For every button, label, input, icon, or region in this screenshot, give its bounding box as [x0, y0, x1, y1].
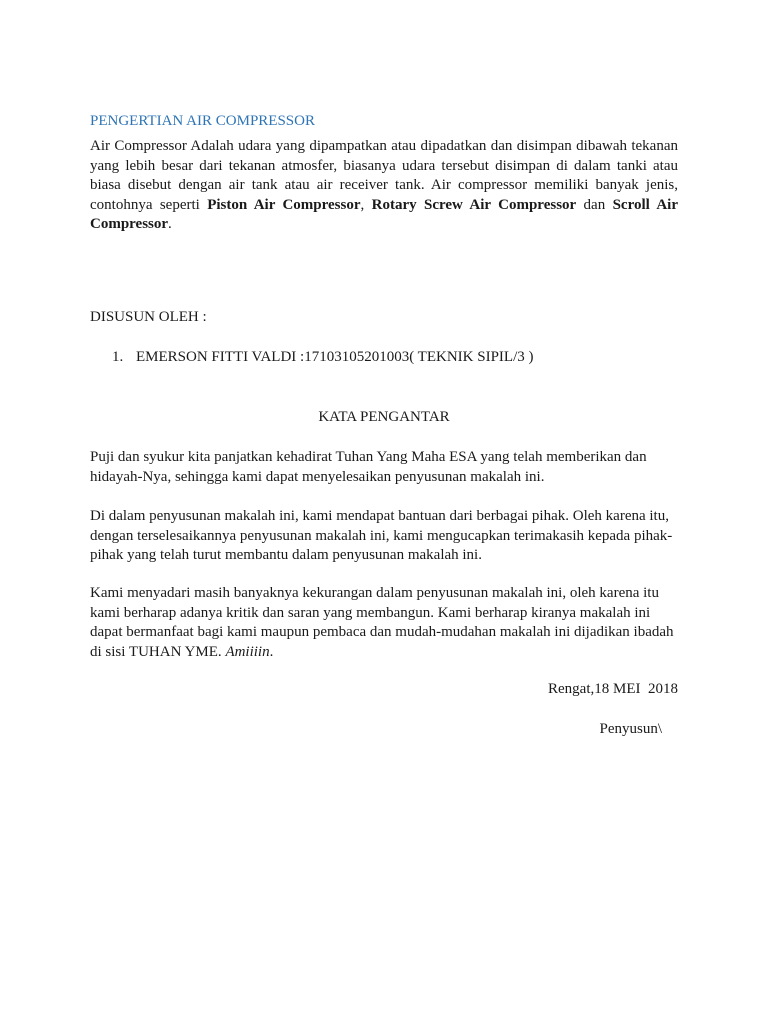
period: . — [269, 643, 274, 660]
authors-label: DISUSUN OLEH : — [90, 309, 207, 325]
foreword-paragraph-3 — [90, 584, 678, 662]
author-list-item — [112, 348, 678, 368]
foreword-paragraph-2: Di dalam penyusunan makalah ini, kami mendapat bantuan dari berbagai pihak. Oleh karena itu, dengan terselesaikannya penyusunan makalah ini, kami mengucapkan terimakasih kepada pihak-pihak yang telah turut membantu dalam penyusunan makalah ini. — [90, 508, 673, 563]
intro-text: Air Compressor Adalah udara yang dipampatkan atau dipadatkan dan disimpan dibawah tekanan yang lebih besar dari tekanan atmosfer, biasanya udara tersebut disimpan di dalam tanki atau biasa disebut dengan air tank atau air receiver tank. Air compressor memiliki banyak jenis, contohnya seperti — [90, 138, 678, 213]
foreword-paragraph-1: Puji dan syukur kita panjatkan kehadirat Tuhan Yang Maha ESA yang telah memberikan dan hidayah-Nya, sehingga kami dapat menyelesaikan penyusunan makalah ini. — [90, 449, 647, 485]
closing-word: Amiiiin — [225, 643, 270, 660]
place-date-text: Rengat,18 MEI 2018 — [548, 681, 678, 697]
period: . — [168, 216, 172, 232]
section-heading: PENGERTIAN AIR COMPRESSOR — [90, 113, 315, 129]
intro-paragraph — [90, 137, 678, 235]
author-entry: EMERSON FITTI VALDI :17103105201003( TEKNIK SIPIL/3 ) — [136, 349, 534, 365]
compressor-type-scroll: Scroll Air Compressor — [90, 196, 678, 232]
foreword-paragraph-3-text: Kami menyadari masih banyaknya kekurangan dalam penyusunan makalah ini, oleh karena itu kami berharap adanya kritik dan saran yang membangun. Kami berharap kiranya makalah ini dapat bermanfaat bagi kami maupun pembaca dan mudah-mudahan makalah ini dijadikan ibadah di sisi TUHAN YME. — [90, 585, 674, 660]
separator: , — [360, 196, 372, 213]
separator: dan — [576, 196, 613, 213]
list-number: 1. — [112, 349, 124, 365]
place-date — [90, 680, 678, 700]
signer: Penyusun\ — [599, 721, 662, 737]
compressor-type-rotary: Rotary Screw Air Compressor — [371, 196, 577, 213]
compressor-type-piston: Piston Air Compressor — [207, 196, 361, 213]
foreword-title: KATA PENGANTAR — [318, 409, 450, 425]
